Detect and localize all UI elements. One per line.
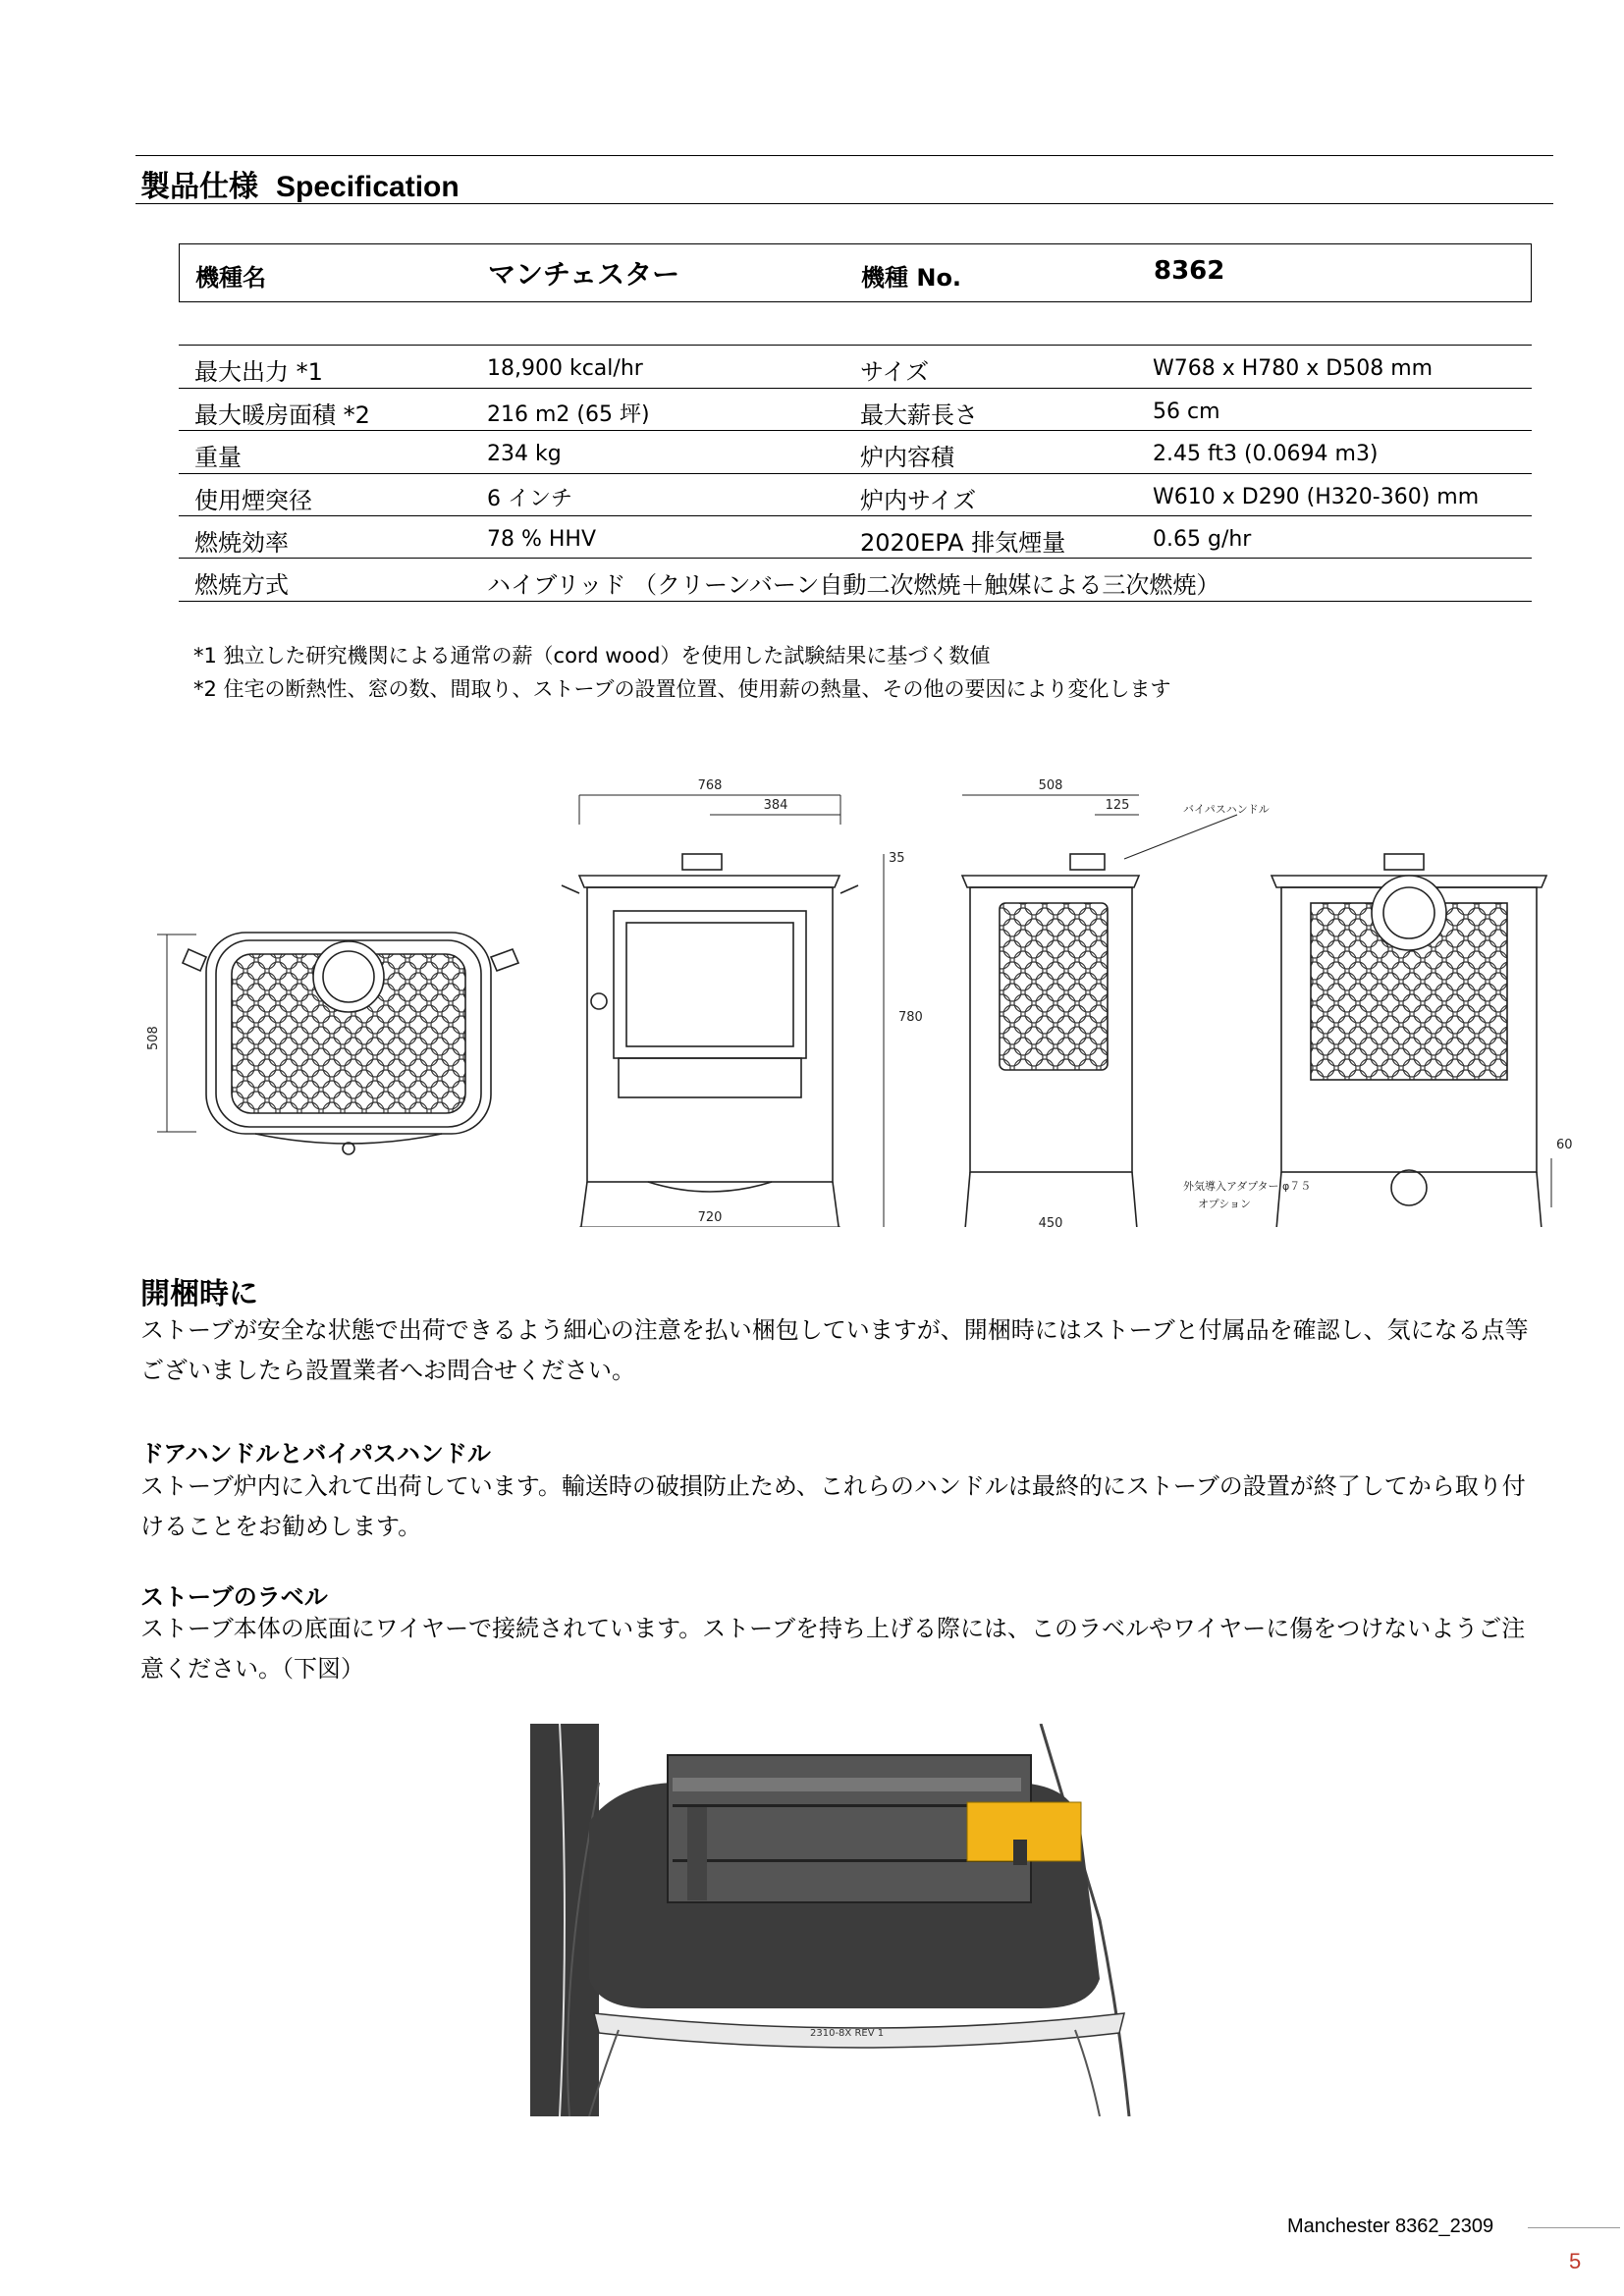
side-view-drawing [962,795,1237,1227]
top-view-drawing [157,933,518,1154]
unpacking-text: ストーブが安全な状態で出荷できるよう細心の注意を払い梱包していますが、開梱時にはストーブと付属品を確認し、気になる点等ございましたら設置業者へお問合せください。 [140,1316,1529,1384]
rear-view-drawing [1272,854,1551,1227]
model-no-label: 機種 No. [861,264,962,292]
stove-bottom-photo [530,1724,1139,2116]
dim-768: 768 [697,778,723,793]
note-1: *1 独立した研究機関による通常の薪（cord wood）を使用した試験結果に基づく数値 [193,644,991,667]
spec-label: 最大薪長さ [860,401,978,429]
label-section-title: ストーブのラベル [140,1583,328,1611]
model-name-label: 機種名 [195,264,266,292]
spec-value: 216 m2 (65 坪) [487,402,650,427]
spec-label: 炉内容積 [860,444,954,471]
model-name-value: マンチェスター [488,258,680,291]
spec-label: 2020EPA 排気煙量 [860,529,1066,557]
spec-label: 燃焼効率 [194,529,289,557]
bypass-handle-label: バイパスハンドル [1183,803,1270,816]
dim-720: 720 [697,1210,723,1225]
model-no-value: 8362 [1154,256,1225,286]
footer-rule [1528,2227,1620,2228]
dim-60: 60 [1556,1138,1573,1152]
label-section-text: ストーブ本体の底面にワイヤーで接続されています。ストーブを持ち上げる際には、このラベルやワイヤーに傷をつけないようご注意ください。（下図） [140,1615,1526,1682]
model-box [179,243,1532,302]
note-2: *2 住宅の断熱性、窓の数、間取り、ストーブの設置位置、使用薪の熱量、その他の要因により変化します [193,677,1171,701]
spec-label: 重量 [194,444,242,471]
option-label: オプション [1198,1198,1252,1210]
combustion-value: ハイブリッド （クリーンバーン自動二次燃焼＋触媒による三次燃焼） [487,571,1220,599]
front-view-drawing [562,795,884,1227]
handles-title: ドアハンドルとバイパスハンドル [140,1440,491,1468]
spec-label: 最大出力 *1 [194,358,323,386]
dim-125: 125 [1105,798,1130,813]
photo-plate-text: 2310-8X REV 1 [810,2028,885,2039]
spec-value: 0.65 g/hr [1153,527,1252,552]
footer-doc-id: Manchester 8362_2309 [1287,2216,1494,2237]
spec-label: 使用煙突径 [194,487,312,514]
heading-en: Specification [276,171,460,203]
heading-bottom-rule [135,203,1553,204]
spec-value: W610 x D290 (H320-360) mm [1153,485,1480,509]
dim-35: 35 [889,851,905,866]
spec-row [179,430,1532,474]
spec-value: 18,900 kcal/hr [487,356,643,381]
dim-450: 450 [1038,1216,1063,1227]
handles-text: ストーブ炉内に入れて出荷しています。輸送時の破損防止ため、これらのハンドルは最終的にストーブの設置が終了してから取り付けることをお勧めします。 [140,1472,1526,1540]
spec-row [179,473,1532,516]
dim-384: 384 [763,798,788,813]
spec-value: 78 % HHV [487,527,597,552]
spec-label: サイズ [860,358,930,386]
heading-top-rule [135,155,1553,156]
spec-row [179,515,1532,559]
spec-value: 6 インチ [487,487,572,511]
unpacking-title: 開梱時に [140,1277,258,1311]
spec-value: 234 kg [487,442,562,466]
heading-jp: 製品仕様 [140,171,258,203]
spec-row [179,388,1532,431]
dim-508-top: 508 [1038,778,1063,793]
page-number: 5 [1569,2249,1582,2273]
spec-value: 2.45 ft3 (0.0694 m3) [1153,442,1379,466]
spec-value: 56 cm [1153,400,1220,424]
adapter-label: 外気導入アダプター φ７５ [1183,1180,1312,1193]
spec-row [179,345,1532,389]
spec-label: 炉内サイズ [860,487,977,514]
dim-780: 780 [898,1010,923,1025]
spec-label: 最大暖房面積 *2 [194,401,370,429]
spec-row-combustion [179,558,1532,602]
dim-508-side: 508 [146,1026,161,1050]
spec-value: W768 x H780 x D508 mm [1153,356,1434,381]
stove-technical-drawing [137,766,1581,1227]
page-heading [140,162,460,205]
combustion-label: 燃焼方式 [194,571,289,599]
